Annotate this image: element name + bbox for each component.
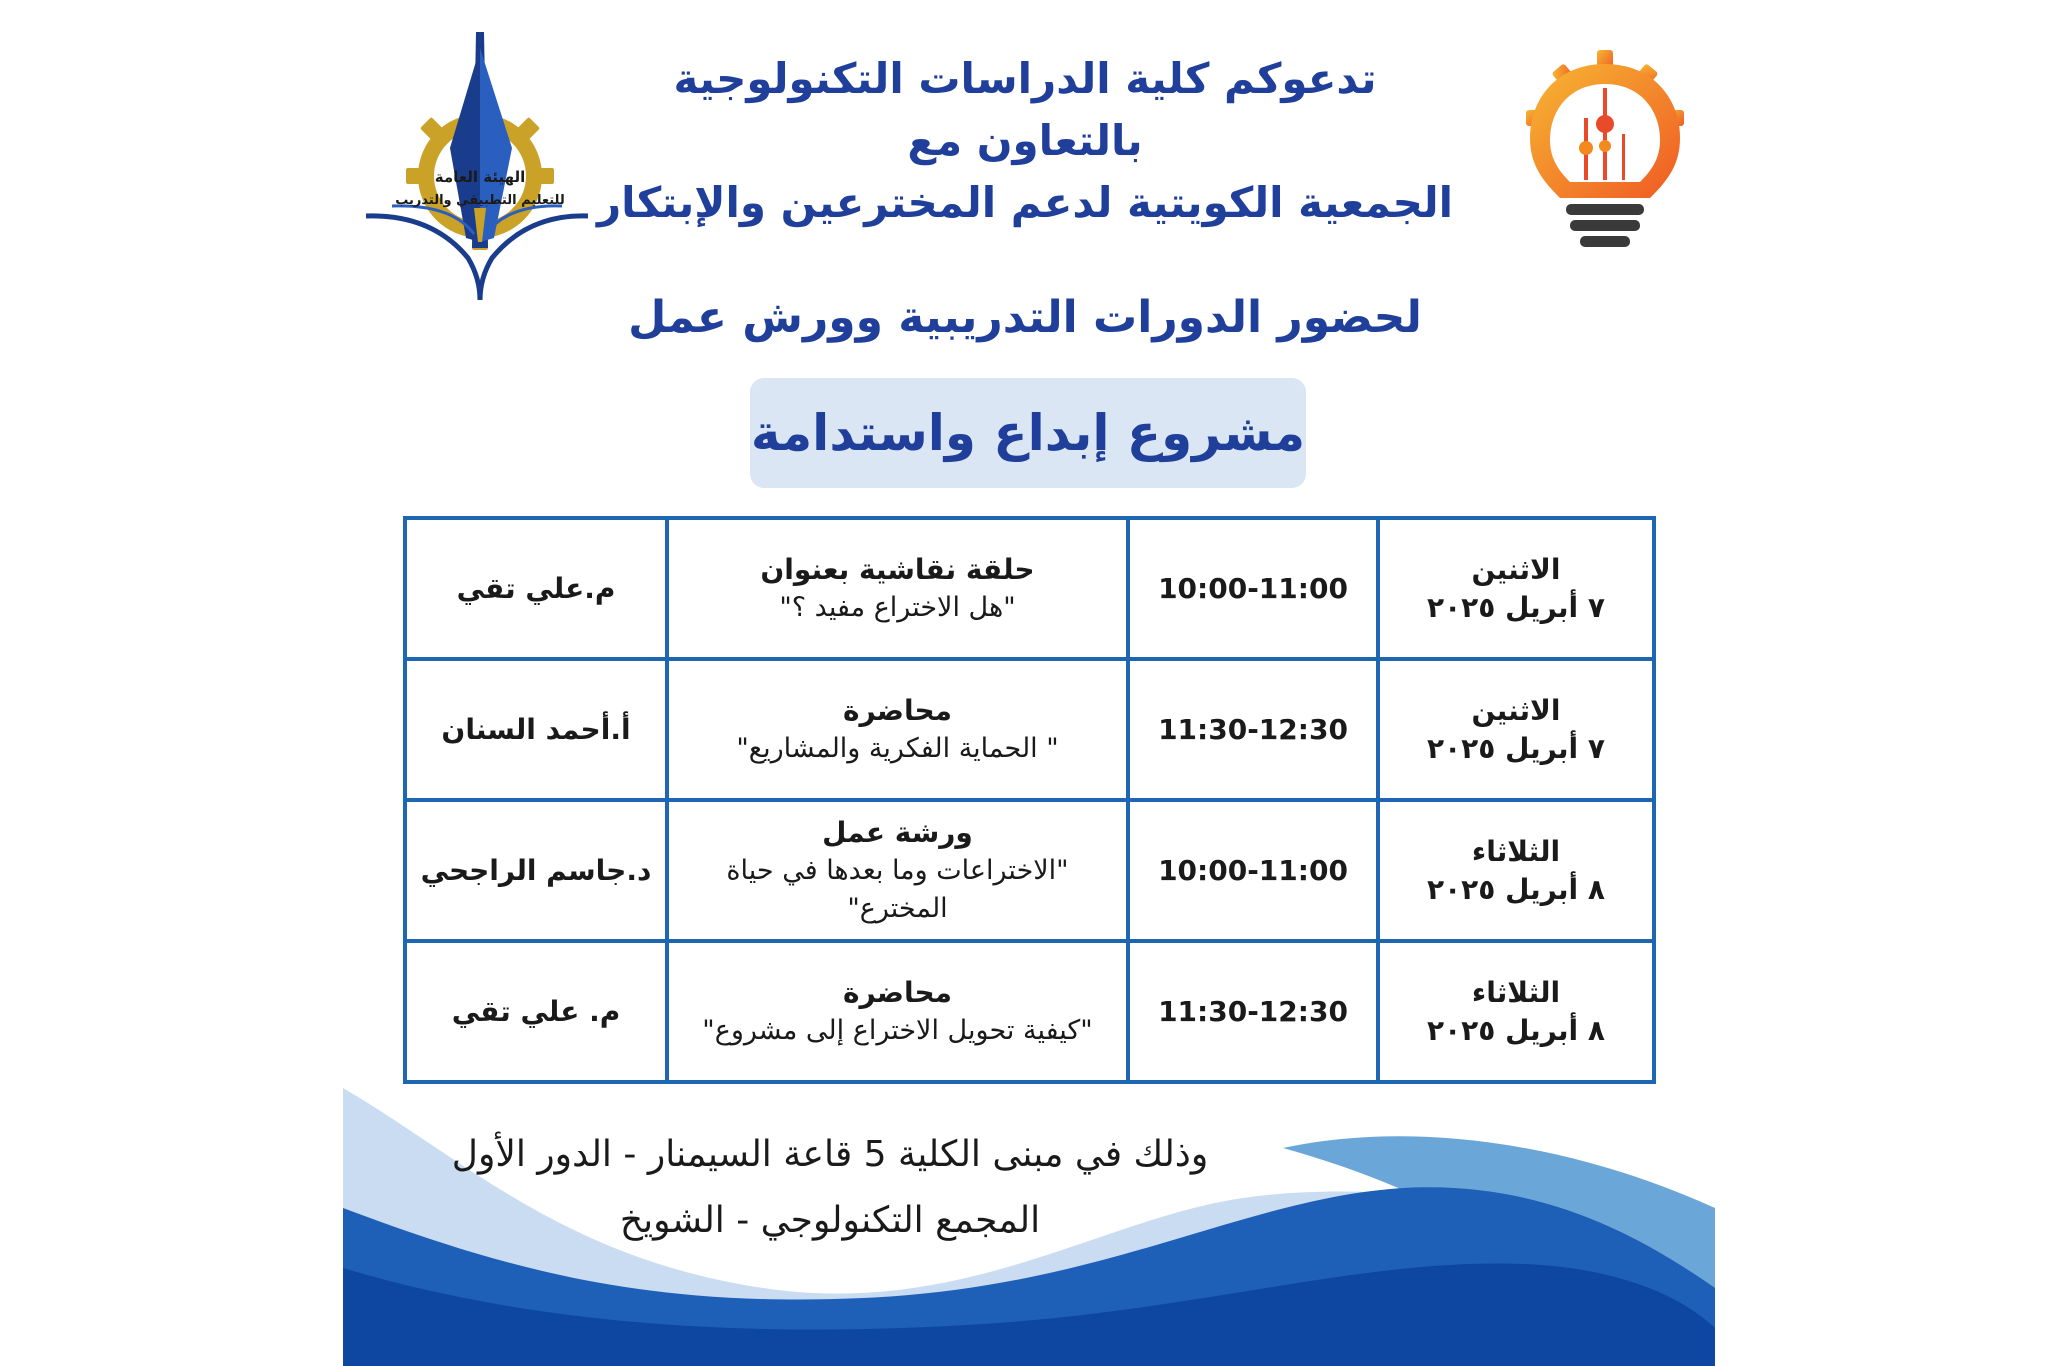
session-type: ورشة عمل xyxy=(822,815,973,849)
table-row xyxy=(405,800,1654,941)
day-label: الاثنين xyxy=(1471,552,1561,586)
footer xyxy=(330,1122,1330,1254)
header-line-invitation: تدعوكم كلية الدراسات التكنولوجية xyxy=(673,54,1377,103)
day-label: الثلاثاء xyxy=(1471,834,1561,868)
project-title: مشروع إبداع واستدامة xyxy=(750,404,1306,462)
speaker-cell xyxy=(405,800,667,941)
date-label: ٧ أبريل ٢٠٢٥ xyxy=(1427,590,1605,624)
footer-location-line2: المجمع التكنولوجي - الشويخ xyxy=(619,1200,1041,1241)
date-cell xyxy=(1378,941,1654,1082)
date-cell xyxy=(1378,800,1654,941)
session-title: "كيفية تحويل الاختراع إلى مشروع" xyxy=(702,1014,1093,1046)
table-row xyxy=(405,659,1654,800)
time-cell xyxy=(1128,659,1378,800)
time-cell xyxy=(1128,800,1378,941)
topic-cell xyxy=(667,518,1128,659)
table-row xyxy=(405,518,1654,659)
date-label: ٧ أبريل ٢٠٢٥ xyxy=(1427,731,1605,765)
topic-cell xyxy=(667,800,1128,941)
session-title: "الاختراعات وما بعدها في حياة المخترع" xyxy=(726,854,1069,924)
paaet-caption-line1: الهيئة العامة xyxy=(434,168,526,186)
topic-cell xyxy=(667,941,1128,1082)
time-cell xyxy=(1128,941,1378,1082)
date-cell xyxy=(1378,659,1654,800)
paaet-caption-line2: للتعليم التطبيقي والتدريب xyxy=(395,193,565,208)
date-label: ٨ أبريل ٢٠٢٥ xyxy=(1427,1013,1605,1047)
paaet-emblem-icon xyxy=(362,28,592,306)
schedule-table xyxy=(403,516,1656,1084)
speaker-name: م. علي تقي xyxy=(451,995,621,1028)
session-title: " الحماية الفكرية والمشاريع" xyxy=(736,732,1059,764)
speaker-cell xyxy=(405,659,667,800)
time-label: 11:30-12:30 xyxy=(1158,713,1348,746)
speaker-name: د.جاسم الراجحي xyxy=(420,854,652,887)
time-label: 10:00-11:00 xyxy=(1158,572,1348,605)
header-line-society: الجمعية الكويتية لدعم المخترعين والإبتكار xyxy=(596,178,1454,227)
speaker-cell xyxy=(405,941,667,1082)
time-label: 10:00-11:00 xyxy=(1158,854,1348,887)
session-type: محاضرة xyxy=(842,693,953,727)
day-label: الثلاثاء xyxy=(1471,975,1561,1009)
date-cell xyxy=(1378,518,1654,659)
topic-cell xyxy=(667,659,1128,800)
lightbulb-gear-towers-icon xyxy=(1520,48,1690,260)
day-label: الاثنين xyxy=(1471,693,1561,727)
header-line-cooperation: بالتعاون مع xyxy=(907,116,1143,165)
project-title-box xyxy=(750,378,1306,488)
footer-location-line1: وذلك في مبنى الكلية 5 قاعة السيمنار - الدور الأول xyxy=(451,1134,1209,1175)
date-label: ٨ أبريل ٢٠٢٥ xyxy=(1427,872,1605,906)
speaker-cell xyxy=(405,518,667,659)
time-cell xyxy=(1128,518,1378,659)
table-row xyxy=(405,941,1654,1082)
speaker-name: م.علي تقي xyxy=(456,572,616,605)
session-type: محاضرة xyxy=(842,975,953,1009)
session-type: حلقة نقاشية بعنوان xyxy=(760,552,1035,586)
time-label: 11:30-12:30 xyxy=(1158,995,1348,1028)
speaker-name: أ.أحمد السنان xyxy=(441,713,631,746)
session-title: "هل الاختراع مفيد ؟" xyxy=(779,591,1016,623)
header xyxy=(560,48,1490,234)
subtitle: لحضور الدورات التدريبية وورش عمل xyxy=(628,292,1422,343)
